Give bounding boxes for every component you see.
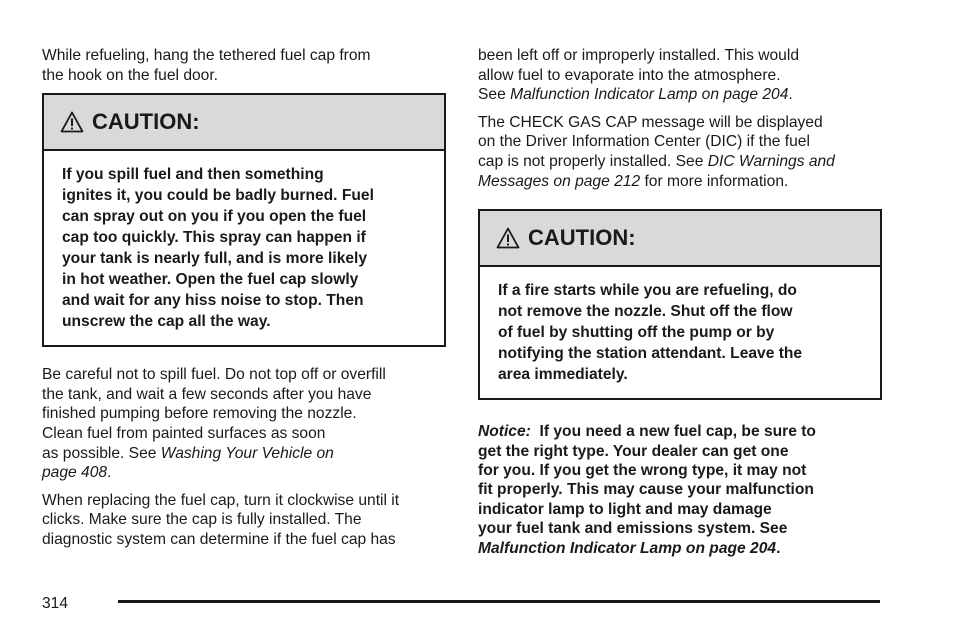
cross-reference-link[interactable]: Malfunction Indicator Lamp on page 204 [478, 539, 777, 557]
cross-reference-link[interactable]: Messages on page 212 [478, 172, 641, 190]
caution-body: If you spill fuel and then something ignites it, you could be badly burned. Fuel can spray out on you if you open the fuel cap too quickly. This spray can happen if your tank is nearly full, and is more likely in hot weather. Open the fuel cap slowly and wait for any hiss noise to stop. Then unscrew the cap all the way. [62, 166, 374, 331]
notice-label: Notice: [478, 423, 531, 441]
warning-triangle-icon [496, 227, 520, 249]
check-gas-cap-paragraph: The CHECK GAS CAP message will be displayed on the Driver Information Center (DIC) if the fuel cap is not properly installed. See DIC Warnings and Messages on page 212 for more information. [478, 113, 835, 190]
cross-reference-link[interactable]: DIC Warnings and [707, 152, 835, 170]
intro-paragraph: While refueling, hang the tethered fuel cap from the hook on the fuel door. [42, 47, 371, 84]
right-column [478, 46, 882, 558]
spill-paragraph: Be careful not to spill fuel. Do not top off or overfill the tank, and wait a few seconds after you have finished pumping before removing the nozzle. Clean fuel from painted surfaces as soon as possible. See Washing Your Vehicle on page 408. [42, 366, 386, 482]
caution-title: CAUTION: [92, 109, 200, 135]
caution-body: If a fire starts while you are refueling, do not remove the nozzle. Shut off the flow of fuel by shutting off the pump or by notifying the station attendant. Leave the area immediately. [498, 282, 803, 384]
replacing-cap-paragraph: When replacing the fuel cap, turn it clockwise until it clicks. Make sure the cap is fully installed. The diagnostic system can determine if the fuel cap has [42, 491, 400, 548]
evaporate-paragraph: been left off or improperly installed. This would allow fuel to evaporate into the atmosphere. See Malfunction Indicator Lamp on page 204. [478, 47, 799, 104]
caution-box-fire [478, 209, 882, 400]
left-column [42, 46, 446, 558]
cross-reference-link[interactable]: page 408 [42, 464, 108, 482]
notice-paragraph: Notice: If you need a new fuel cap, be sure to get the right type. Your dealer can get one for you. If you get the wrong type, it may not fit properly. This may cause your malfunction indicator lamp to light and may damage your fuel tank and emissions system. See Malfunction Indicator Lamp on page 204. [478, 423, 816, 557]
cross-reference-link[interactable]: Malfunction Indicator Lamp on page 204 [510, 86, 789, 104]
caution-title: CAUTION: [528, 225, 636, 251]
caution-box-fuel-spill [42, 93, 446, 347]
page-number: 314 [42, 595, 69, 612]
cross-reference-link[interactable]: Washing Your Vehicle on [160, 444, 334, 462]
warning-triangle-icon [60, 111, 84, 133]
footer-rule [118, 600, 880, 603]
caution-header [44, 95, 444, 151]
caution-header [480, 211, 880, 267]
